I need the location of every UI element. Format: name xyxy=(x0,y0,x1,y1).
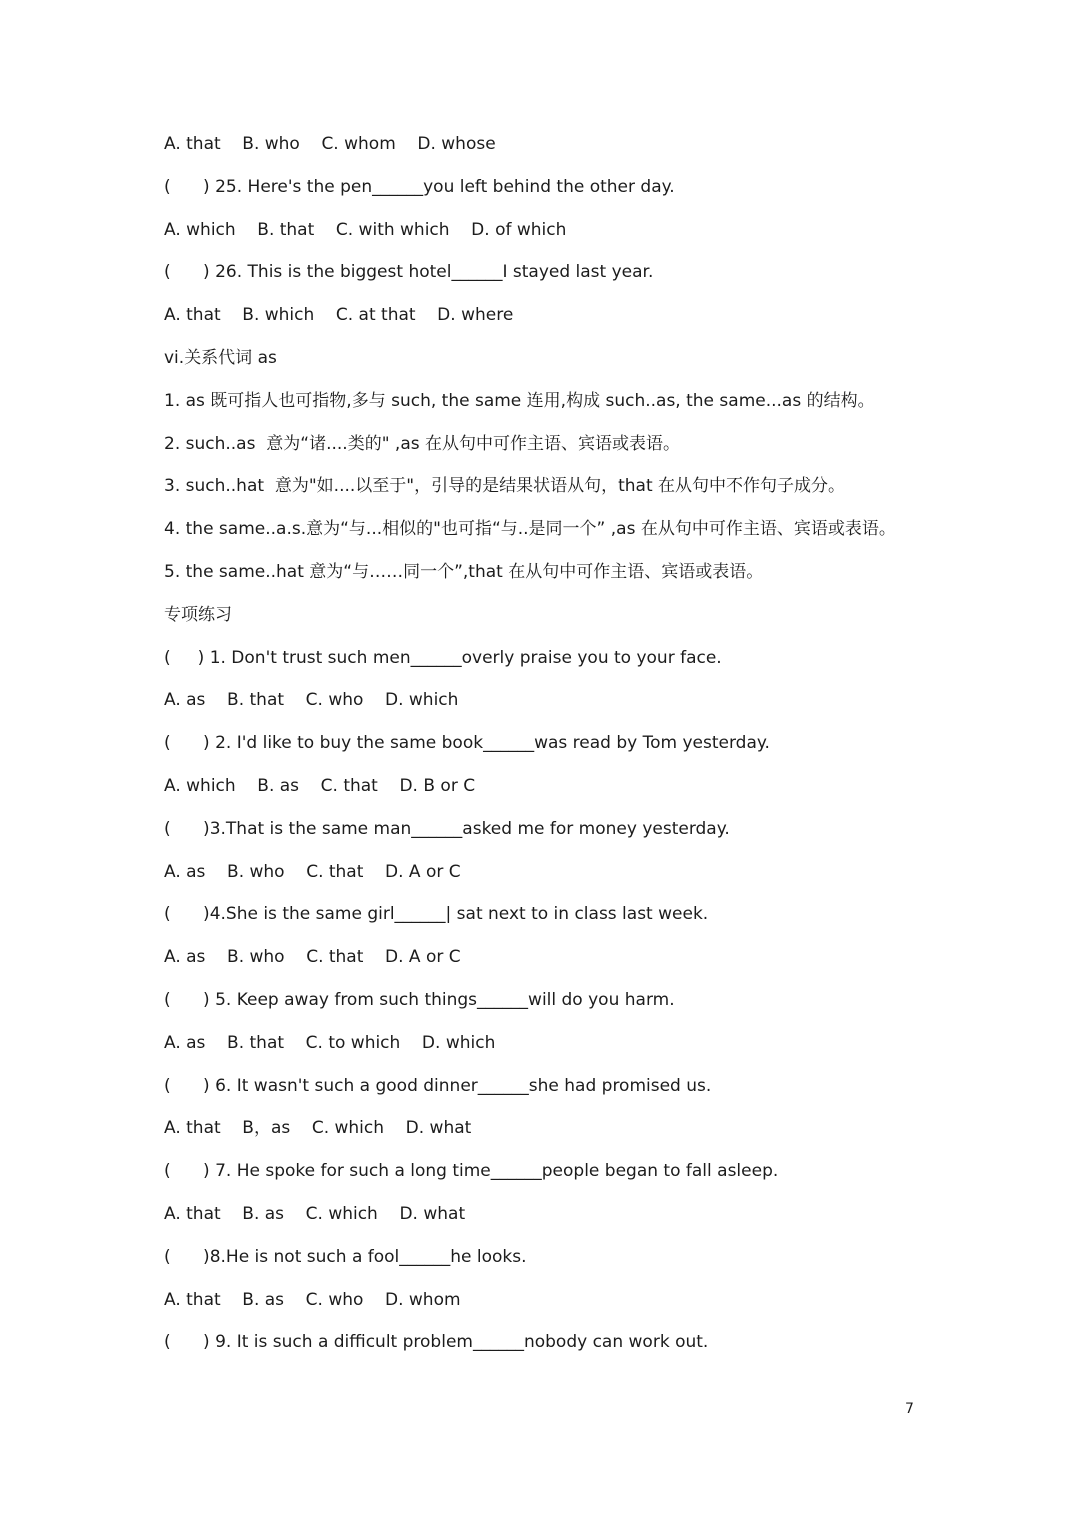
page-content xyxy=(164,131,924,1372)
practice-question-7: ( ) 7. He spoke for such a long time______people began to fall asleep. xyxy=(164,1161,779,1182)
practice-question-3: ( )3.That is the same man______asked me for money yesterday. xyxy=(164,818,730,839)
section-heading-as: vi.关系代词 as xyxy=(164,347,277,368)
practice-question-6: ( ) 6. It wasn't such a good dinner______she had promised us. xyxy=(164,1075,712,1096)
practice-question-4: ( )4.She is the same girl______| sat next to in class last week. xyxy=(164,904,709,925)
practice-options-1: A. as B. that C. who D. which xyxy=(164,690,459,711)
options-q24: A. that B. who C. whom D. whose xyxy=(164,134,496,154)
practice-options-2: A. which B. as C. that D. B or C xyxy=(164,775,476,796)
practice-options-6: A. that B，as C. which D. what xyxy=(164,1118,472,1139)
practice-options-4: A. as B. who C. that D. A or C xyxy=(164,947,461,968)
rule-1: 1. as 既可指人也可指物,多与 such, the same 连用,构成 such..as, the same...as 的结构。 xyxy=(164,390,875,411)
rule-2: 2. such..as 意为“诸....类的" ,as 在从句中可作主语、宾语或表语。 xyxy=(164,433,680,454)
rule-4: 4. the same..a.s.意为“与...相似的"也可指“与..是同一个” ,as 在从句中可作主语、宾语或表语。 xyxy=(164,519,896,540)
practice-options-7: A. that B. as C. which D. what xyxy=(164,1203,466,1224)
rule-3: 3. such..hat 意为"如....以至于"，引导的是结果状语从句，that 在从句中不作句子成分。 xyxy=(164,476,846,497)
practice-options-3: A. as B. who C. that D. A or C xyxy=(164,861,461,882)
rule-5: 5. the same..hat 意为“与……同一个”,that 在从句中可作主语、宾语或表语。 xyxy=(164,561,764,582)
practice-heading: 专项练习 xyxy=(164,604,232,625)
question-25: ( ) 25. Here's the pen______you left behind the other day. xyxy=(164,176,675,197)
options-q25: A. which B. that C. with which D. of which xyxy=(164,219,567,240)
page-number: 7 xyxy=(905,1401,914,1417)
practice-question-5: ( ) 5. Keep away from such things______will do you harm. xyxy=(164,989,675,1010)
practice-question-9: ( ) 9. It is such a difficult problem______nobody can work out. xyxy=(164,1332,709,1353)
practice-question-8: ( )8.He is not such a fool______he looks. xyxy=(164,1246,527,1267)
options-q26: A. that B. which C. at that D. where xyxy=(164,305,514,326)
practice-options-8: A. that B. as C. who D. whom xyxy=(164,1289,461,1310)
practice-question-2: ( ) 2. I'd like to buy the same book______was read by Tom yesterday. xyxy=(164,733,770,754)
practice-options-5: A. as B. that C. to which D. which xyxy=(164,1032,496,1053)
question-26: ( ) 26. This is the biggest hotel______I stayed last year. xyxy=(164,262,654,283)
practice-question-1: ( ) 1. Don't trust such men______overly praise you to your face. xyxy=(164,647,722,668)
